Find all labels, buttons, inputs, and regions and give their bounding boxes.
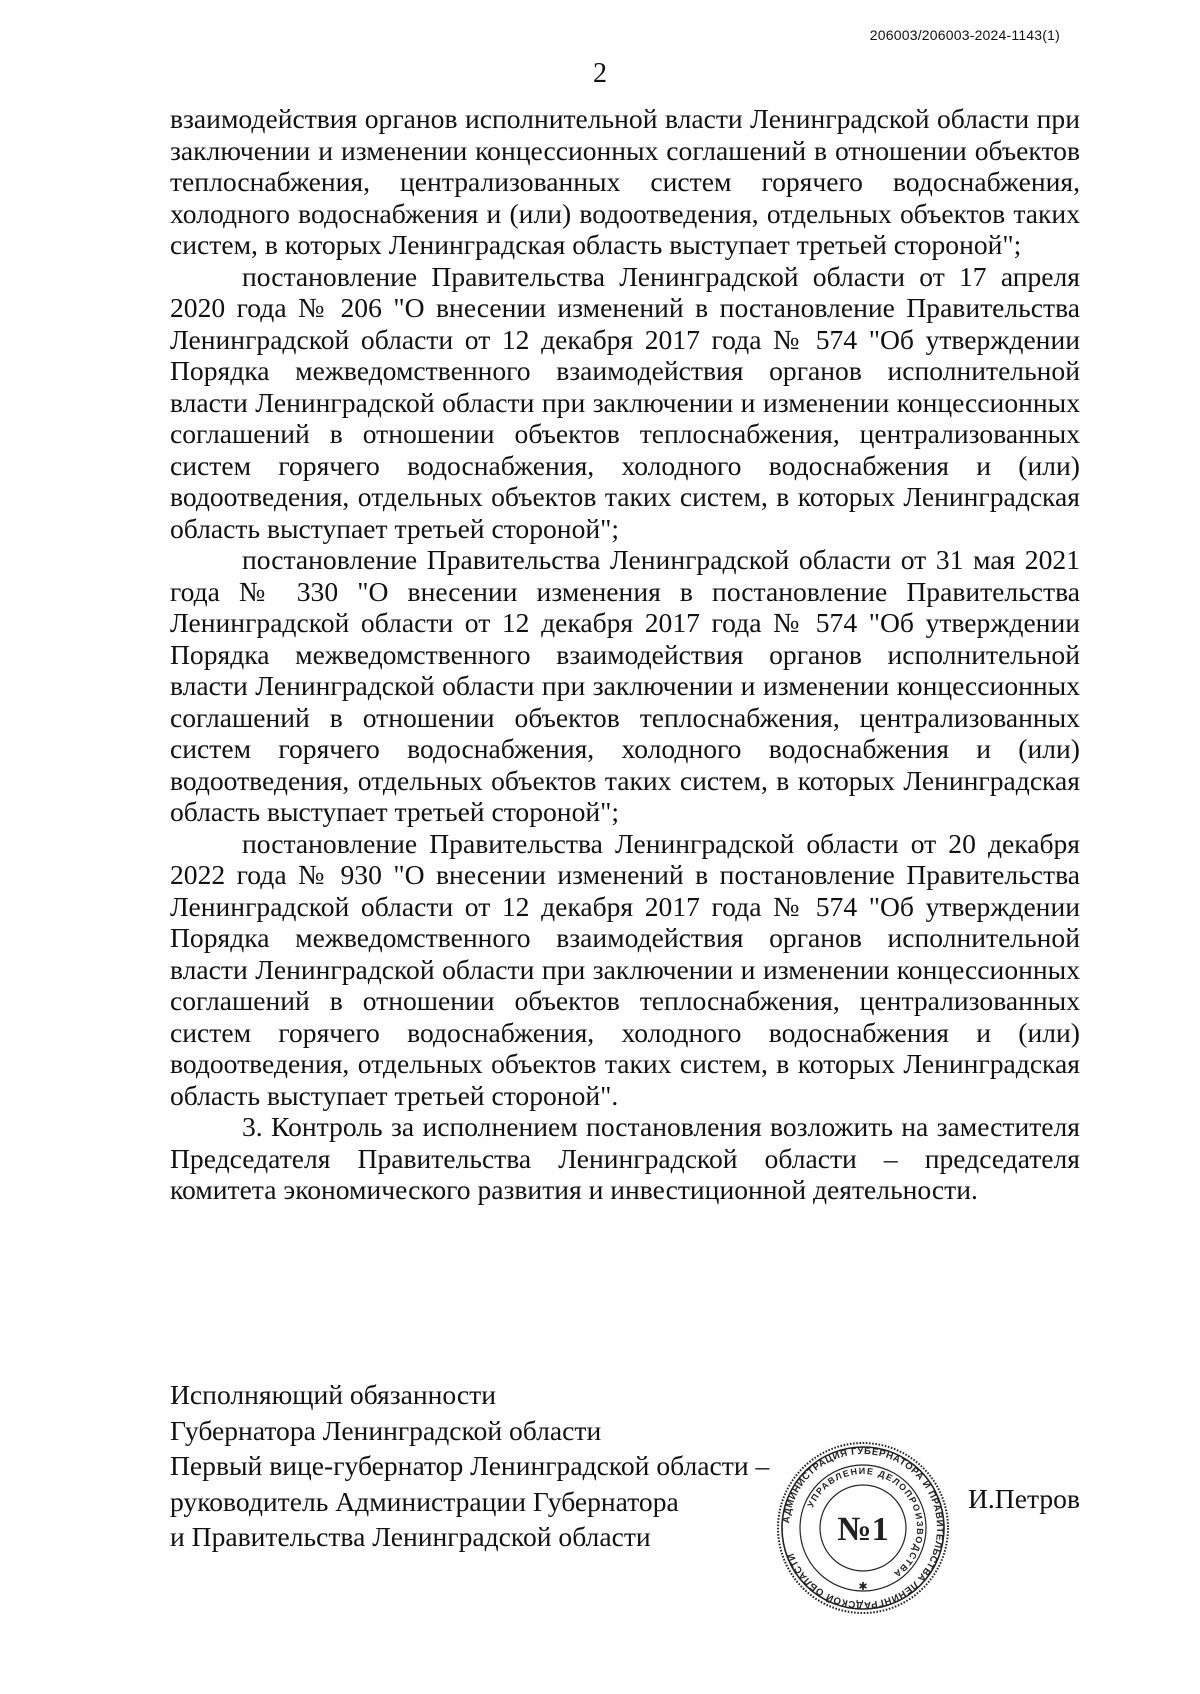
paragraph-decree-2022: постановление Правительства Ленинградской области от 20 декабря 2022 года № 930 "О внесении изменений в постановление Правительства Ленинградской области от 12 декабря 2017 года № 574 "Об утверждении Порядка межведомственного взаимодействия органов исполнительной власти Ленинградской области при заключении и изменении концессионных соглашений в отношении объектов теплоснабжения, централизованных систем горячего водоснабжения, холодного водоснабжения и (или) водоотведения, отдельных объектов таких систем, в которых Ленинградская область выступает третьей стороной".: [170, 827, 1080, 1111]
seal-center-number: №1: [837, 1511, 889, 1548]
signature-line: Исполняющий обязанности: [170, 1379, 496, 1410]
signature-block: [170, 1377, 790, 1555]
signature-line: руководитель Администрации Губернатора: [170, 1485, 679, 1517]
seal-outer-text: АДМИНИСТРАЦИЯ ГУБЕРНАТОРА И ПРАВИТЕЛЬСТВА ЛЕНИНГРАДСКОЙ ОБЛАСТИ: [781, 1445, 946, 1611]
signature-line: Первый вице-губернатор Ленинградской области –: [170, 1450, 770, 1481]
paragraph-decree-2020: постановление Правительства Ленинградской области от 17 апреля 2020 года № 206 "О внесении изменений в постановление Правительства Ленинградской области от 12 декабря 2017 года № 574 "Об утверждении Порядка межведомственного взаимодействия органов исполнительной власти Ленинградской области при заключении и изменении концессионных соглашений в отношении объектов теплоснабжения, централизованных систем горячего водоснабжения, холодного водоснабжения и (или) водоотведения, отдельных объектов таких систем, в которых Ленинградская область выступает третьей стороной";: [170, 260, 1080, 544]
signatory-name: И.Петров: [967, 1483, 1080, 1514]
paragraph-decree-2021: постановление Правительства Ленинградской области от 31 мая 2021 года № 330 "О внесении изменения в постановление Правительства Ленинградской области от 12 декабря 2017 года № 574 "Об утверждении Порядка межведомственного взаимодействия органов исполнительной власти Ленинградской области при заключении и изменении концессионных соглашений в отношении объектов теплоснабжения, централизованных систем горячего водоснабжения, холодного водоснабжения и (или) водоотведения, отдельных объектов таких систем, в которых Ленинградская область выступает третьей стороной";: [170, 544, 1080, 827]
paragraph-control-clause: 3. Контроль за исполнением постановления возложить на заместителя Председателя Правительства Ленинградской области – председателя комитета экономического развития и инвестиционной деятельности.: [170, 1111, 1080, 1205]
seal-inner-text: УПРАВЛЕНИЕ ДЕЛОПРОИЗВОДСТВА: [805, 1465, 926, 1580]
signature-line: и Правительства Ленинградской области: [170, 1521, 651, 1552]
seal-star-icon: ✱: [858, 1580, 868, 1593]
paragraph-continuation: взаимодействия органов исполнительной власти Ленинградской области при заключении и изменении концессионных соглашений в отношении объектов теплоснабжения, централизованных систем горячего водоснабжения, холодного водоснабжения и (или) водоотведения, отдельных объектов таких систем, в которых Ленинградская область выступает третьей стороной";: [170, 103, 1080, 260]
document-body: [170, 103, 1080, 1206]
signature-line: Губернатора Ленинградской области: [170, 1414, 602, 1446]
page-number: 2: [593, 58, 607, 89]
document-number: 206003/206003-2024-1143(1): [869, 27, 1060, 43]
official-seal-stamp: [775, 1440, 951, 1616]
